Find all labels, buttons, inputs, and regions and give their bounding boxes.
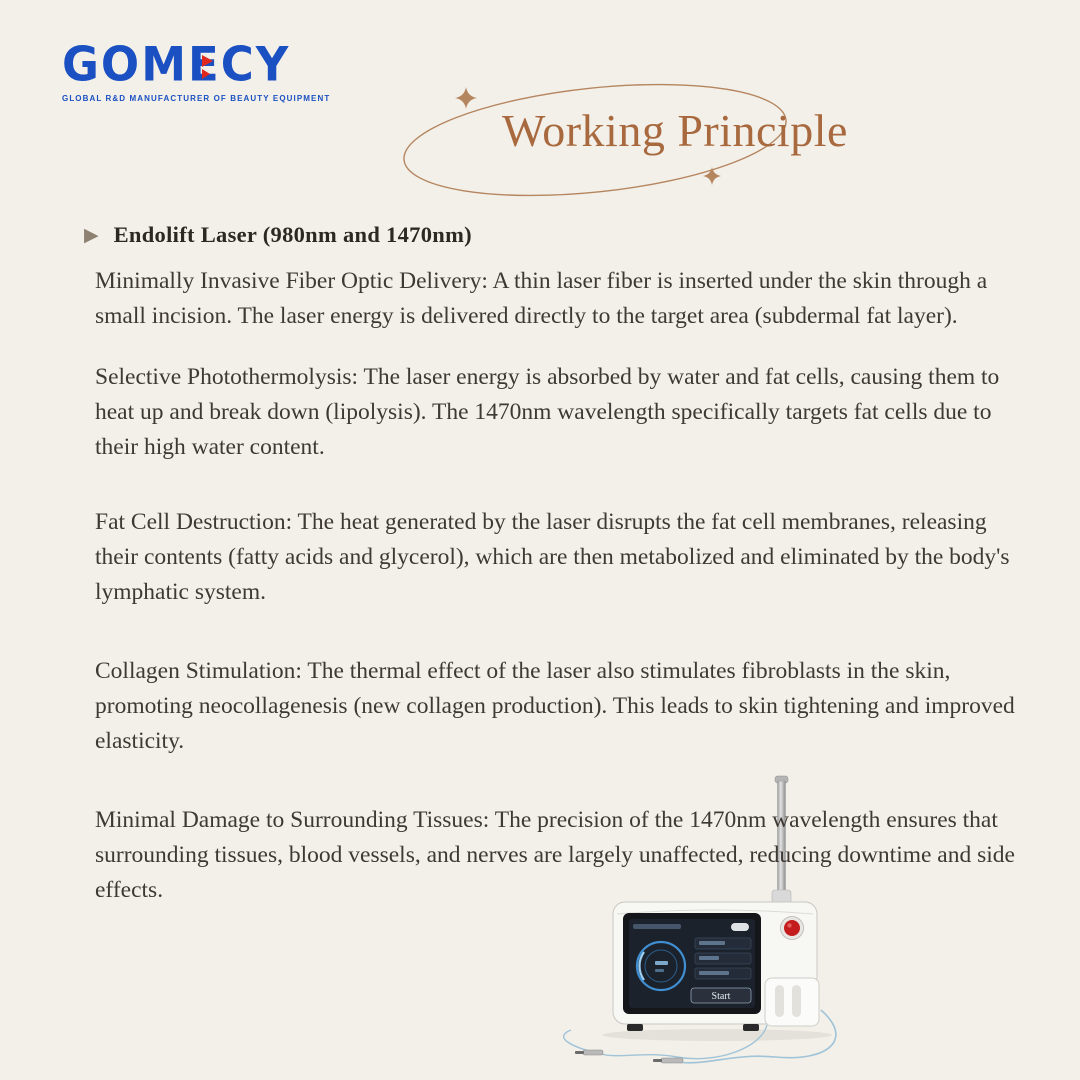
body-paragraph: Minimally Invasive Fiber Optic Delivery: A thin laser fiber is inserted under the skin through a small incision. The laser energy is delivered directly to the target area (subdermal fat layer). [95,268,988,329]
start-button[interactable] [691,988,751,1003]
fiber-tip-icon [653,1059,662,1062]
screen-title-bar [633,924,681,929]
screen-settings-rows[interactable] [695,938,751,979]
fiber-connector-icon [583,1050,603,1055]
section-heading-text: Endolift Laser (980nm and 1470nm) [113,222,472,247]
dial-unit-text [655,969,664,972]
device-screen [623,913,761,1014]
body-paragraph: Selective Photothermolysis: The laser energy is absorbed by water and fat cells, causing them to heat up and break down (lipolysis). The 1470nm wavelength specifically targets fat cells due to their high water content. [95,364,1000,460]
start-button-label: Start [711,991,731,1002]
section-heading [84,222,472,248]
sparkle-icon [703,167,721,185]
triangle-bullet-icon: ▶ [84,223,99,246]
device-foot [743,1024,759,1031]
fiber-connector-icon [661,1058,683,1063]
emergency-stop-button[interactable] [781,917,804,940]
body-paragraph: Collagen Stimulation: The thermal effect of the laser also stimulates fibroblasts in the skin, promoting neocollagenesis (new collagen production). This leads to skin tightening and improved elasticity. [95,658,1015,754]
device-foot [627,1024,643,1031]
body-paragraph: Minimal Damage to Surrounding Tissues: The precision of the 1470nm wavelength ensures that surrounding tissues, blood vessels, and nerves are largely unaffected, reducing downtime and side effects. [95,807,1015,903]
fiber-tip-icon [575,1051,584,1054]
page-title: Working Principle [502,105,848,156]
handpiece-cradle [765,978,819,1026]
body-paragraph: Fat Cell Destruction: The heat generated by the laser disrupts the fat cell membranes, releasing their contents (fatty acids and glycerol), which are then metabolized and eliminated by the body's lymphatic system. [95,509,1010,605]
logo-red-arrow-small-icon [202,69,210,79]
dial-value-text [655,961,668,965]
logo-tagline: GLOBAL R&D MANUFACTURER OF BEAUTY EQUIPMENT [62,94,331,103]
logo-brand-text: GOMECY [62,36,291,93]
screen-toggle-icon [731,923,749,931]
logo [62,36,331,103]
title-block [400,82,870,212]
paragraph-list [95,264,1033,908]
logo-red-arrow-icon [202,55,213,67]
sparkle-icon [455,87,477,109]
